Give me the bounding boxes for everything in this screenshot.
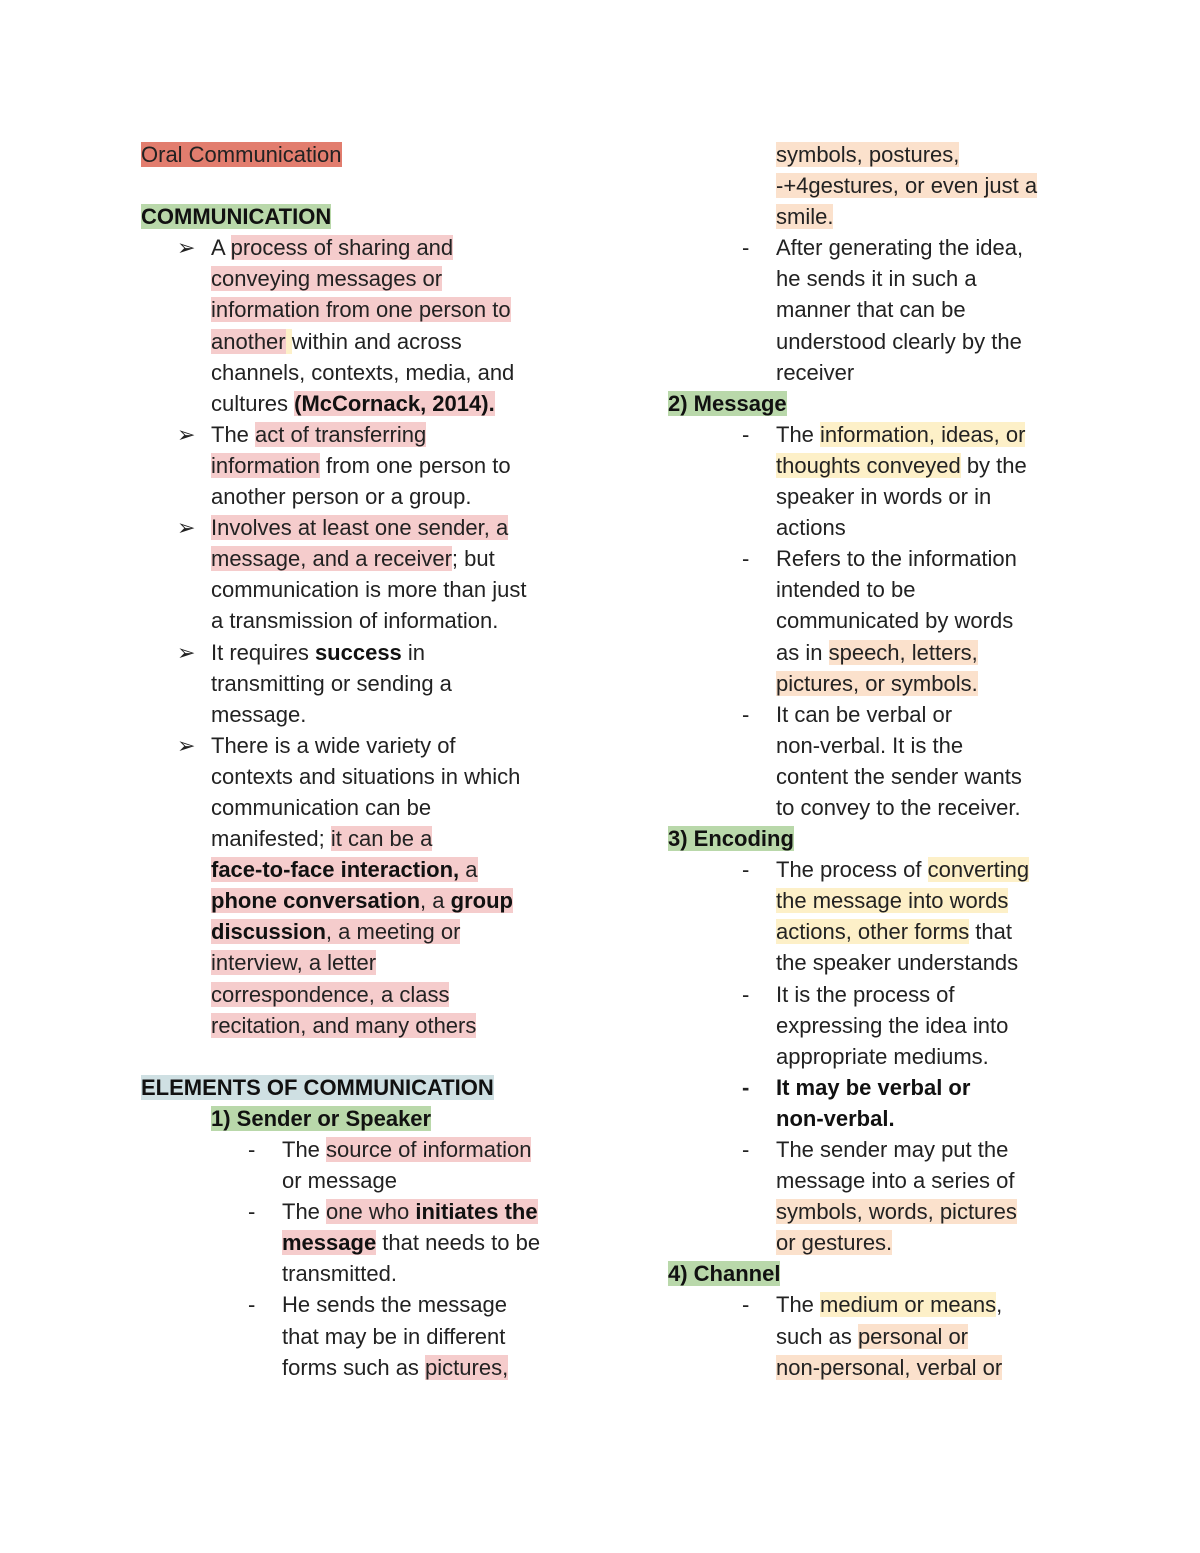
text-line: [141, 1196, 591, 1227]
text-segment: ELEMENTS OF COMMUNICATION: [141, 1074, 494, 1100]
dash-bullet: -: [742, 857, 750, 883]
text-segment: message.: [211, 701, 307, 727]
text-line: [141, 1165, 591, 1196]
text-line: [668, 1134, 1088, 1165]
text-segment: act of transferring: [255, 421, 427, 447]
dash-bullet: -: [742, 235, 750, 261]
text-segment: that needs to be: [376, 1230, 541, 1256]
text-line: [668, 885, 1088, 916]
text-line: [141, 170, 591, 201]
text-segment: medium or means: [820, 1292, 997, 1318]
arrow-bullet-icon: ➢: [177, 421, 196, 447]
text-segment: It requires: [211, 639, 315, 665]
text-line: [668, 1227, 1088, 1258]
text-segment: It is the process of: [776, 981, 955, 1007]
text-segment: speaker in words or in: [776, 484, 992, 510]
text-segment: transmitting or sending a: [211, 670, 452, 696]
text-line: [668, 419, 1088, 450]
text-line: [668, 979, 1088, 1010]
dash-bullet: -: [742, 1137, 750, 1162]
text-line: [141, 979, 591, 1010]
text-segment: 2) Message: [668, 390, 787, 416]
text-line: [141, 1134, 591, 1165]
text-line: [668, 543, 1088, 574]
text-line: [668, 1041, 1088, 1072]
right-column: [668, 139, 1088, 1383]
text-line: [668, 1196, 1088, 1227]
text-segment: non-personal, verbal or: [776, 1354, 1003, 1380]
text-line: [668, 947, 1088, 978]
text-segment: The: [776, 421, 821, 447]
text-line: [141, 1321, 591, 1352]
text-line: [141, 326, 591, 357]
text-line: [141, 1289, 591, 1320]
text-segment: He sends the message: [282, 1292, 508, 1318]
text-segment: message, and a receiver: [211, 546, 452, 572]
dash-bullet: -: [248, 1199, 256, 1225]
text-segment: , a: [420, 888, 451, 914]
text-segment: phone conversation: [211, 888, 421, 914]
text-line: [668, 1165, 1088, 1196]
text-segment: It can be verbal or: [776, 701, 953, 727]
text-segment: pictures,: [425, 1354, 509, 1380]
text-segment: actions, other forms: [776, 919, 970, 945]
text-segment: communication is more than just: [211, 577, 527, 603]
text-line: [668, 450, 1088, 481]
text-segment: contexts and situations in which: [211, 763, 521, 789]
text-line: [141, 761, 591, 792]
arrow-bullet-icon: ➢: [177, 235, 196, 261]
text-line: [668, 481, 1088, 512]
text-line: [668, 823, 1088, 854]
text-segment: COMMUNICATION: [141, 204, 332, 230]
text-line: [668, 139, 1088, 170]
text-line: [141, 823, 591, 854]
text-line: [668, 1010, 1088, 1041]
text-segment: process of sharing and: [230, 235, 454, 261]
text-segment: forms such as: [282, 1354, 426, 1380]
text-segment: 4) Channel: [668, 1261, 781, 1287]
text-segment: manifested;: [211, 826, 331, 852]
text-segment: or message: [282, 1168, 397, 1194]
text-line: [668, 201, 1088, 232]
text-segment: group: [450, 888, 513, 914]
text-segment: ; but: [451, 546, 495, 572]
text-segment: the speaker understands: [776, 950, 1019, 976]
text-segment: receiver: [776, 359, 855, 385]
text-line: [668, 1321, 1088, 1352]
text-segment: A: [211, 235, 231, 261]
text-segment: The: [211, 421, 256, 447]
text-segment: The: [776, 1292, 821, 1318]
text-segment: 3) Encoding: [668, 826, 794, 852]
text-line: [141, 854, 591, 885]
text-segment: it can be a: [330, 826, 433, 852]
arrow-bullet-icon: ➢: [177, 515, 196, 541]
text-segment: (McCornack, 2014).: [294, 390, 495, 416]
text-segment: expressing the idea into: [776, 1012, 1009, 1038]
text-line: [141, 419, 591, 450]
text-line: [668, 1352, 1088, 1383]
text-segment: actions: [776, 515, 846, 541]
text-line: [141, 1041, 591, 1072]
text-segment: It may be verbal or: [776, 1074, 971, 1100]
text-line: [668, 170, 1088, 201]
text-line: [141, 263, 591, 294]
text-line: [141, 201, 591, 232]
dash-bullet: -: [742, 981, 750, 1007]
text-segment: the message into words: [776, 888, 1009, 914]
text-segment: personal or: [857, 1323, 969, 1349]
left-column: [141, 139, 591, 1383]
dash-bullet: -: [742, 546, 750, 572]
text-segment: understood clearly by the: [776, 328, 1022, 354]
dash-bullet: -: [742, 1292, 750, 1318]
text-segment: symbols, postures,: [776, 142, 960, 167]
text-line: [668, 1072, 1088, 1103]
text-segment: in: [401, 639, 426, 665]
text-segment: speech, letters,: [828, 639, 978, 665]
text-line: [668, 357, 1088, 388]
dash-bullet: -: [742, 701, 750, 727]
text-segment: one who: [326, 1199, 416, 1225]
text-segment: communication can be: [211, 794, 432, 820]
text-line: [668, 388, 1088, 419]
text-segment: message into a series of: [776, 1168, 1015, 1194]
text-segment: transmitted.: [282, 1261, 397, 1287]
text-line: [141, 512, 591, 543]
text-line: [668, 916, 1088, 947]
text-line: [141, 1072, 591, 1103]
text-segment: recitation, and many others: [211, 1012, 477, 1038]
text-segment: as in: [776, 639, 829, 665]
text-segment: or gestures.: [776, 1230, 893, 1256]
text-segment: information, ideas, or: [820, 421, 1026, 447]
text-line: [141, 1258, 591, 1289]
text-segment: within and across: [291, 328, 462, 354]
text-segment: intended to be: [776, 577, 916, 603]
text-line: [141, 1010, 591, 1041]
text-line: [141, 388, 591, 419]
text-line: [141, 792, 591, 823]
text-segment: thoughts conveyed: [776, 452, 961, 478]
text-segment: conveying messages or: [211, 266, 443, 292]
text-line: [668, 294, 1088, 325]
text-segment: a transmission of information.: [211, 608, 499, 634]
text-line: [668, 574, 1088, 605]
text-line: [141, 357, 591, 388]
text-line: [668, 605, 1088, 636]
text-line: [141, 699, 591, 730]
text-segment: ,: [996, 1292, 1003, 1318]
text-segment: Oral Communication: [141, 142, 342, 167]
text-segment: The process of: [776, 857, 928, 883]
text-segment: smile.: [776, 204, 834, 230]
text-segment: information: [211, 452, 320, 478]
text-segment: another person or a group.: [211, 484, 472, 510]
text-line: [668, 792, 1088, 823]
text-line: [668, 761, 1088, 792]
text-segment: After generating the idea,: [776, 235, 1024, 261]
text-line: [141, 574, 591, 605]
text-segment: non-verbal.: [776, 1105, 895, 1131]
text-segment: appropriate mediums.: [776, 1043, 989, 1069]
text-segment: , a meeting or: [325, 919, 461, 945]
text-line: [141, 947, 591, 978]
text-segment: -+4gestures, or even just a: [776, 173, 1038, 199]
text-segment: such as: [776, 1323, 858, 1349]
dash-bullet: -: [742, 1074, 750, 1100]
text-line: [668, 730, 1088, 761]
text-line: [668, 668, 1088, 699]
dash-bullet: -: [742, 421, 750, 447]
arrow-bullet-icon: ➢: [177, 732, 196, 758]
text-line: [141, 1103, 591, 1134]
text-segment: that: [969, 919, 1012, 945]
text-segment: manner that can be: [776, 297, 966, 323]
text-segment: The: [282, 1199, 327, 1225]
text-line: [668, 1258, 1088, 1289]
text-segment: to convey to the receiver.: [776, 794, 1021, 820]
dash-bullet: -: [248, 1292, 256, 1318]
text-line: [668, 512, 1088, 543]
text-segment: communicated by words: [776, 608, 1014, 634]
text-segment: that may be in different: [282, 1323, 506, 1349]
text-segment: 1) Sender or Speaker: [211, 1105, 432, 1131]
text-line: [141, 916, 591, 947]
text-segment: initiates the: [415, 1199, 538, 1225]
text-line: [141, 637, 591, 668]
text-segment: cultures: [211, 390, 295, 416]
text-segment: Refers to the information: [776, 546, 1017, 572]
text-segment: success: [314, 639, 402, 665]
dash-bullet: -: [248, 1137, 256, 1162]
text-segment: The: [282, 1137, 327, 1162]
text-line: [668, 232, 1088, 263]
text-line: [141, 450, 591, 481]
text-segment: content the sender wants: [776, 763, 1022, 789]
text-line: [141, 668, 591, 699]
text-segment: channels, contexts, media, and: [211, 359, 515, 385]
text-segment: message: [282, 1230, 377, 1256]
text-segment: pictures, or symbols.: [776, 670, 978, 696]
text-segment: by the: [960, 452, 1027, 478]
text-segment: converting: [927, 857, 1030, 883]
text-line: [141, 605, 591, 636]
text-segment: symbols, words, pictures: [776, 1199, 1017, 1225]
text-segment: he sends it in such a: [776, 266, 977, 292]
text-line: [668, 263, 1088, 294]
text-line: [141, 1227, 591, 1258]
text-segment: another: [211, 328, 286, 354]
text-segment: information from one person to: [211, 297, 511, 323]
text-line: [668, 854, 1088, 885]
text-line: [668, 699, 1088, 730]
text-segment: Involves at least one sender, a: [211, 515, 509, 541]
text-line: [141, 139, 591, 170]
text-segment: correspondence, a class: [211, 981, 450, 1007]
text-line: [141, 294, 591, 325]
text-segment: non-verbal. It is the: [776, 732, 964, 758]
text-segment: The sender may put the: [776, 1137, 1009, 1162]
text-segment: from one person to: [319, 452, 511, 478]
text-line: [141, 232, 591, 263]
text-line: [141, 730, 591, 761]
arrow-bullet-icon: ➢: [177, 639, 196, 665]
text-line: [668, 1103, 1088, 1134]
text-line: [141, 543, 591, 574]
text-segment: a: [459, 857, 478, 883]
text-line: [668, 326, 1088, 357]
text-segment: source of information: [326, 1137, 532, 1162]
text-line: [141, 481, 591, 512]
text-segment: discussion: [211, 919, 326, 945]
text-segment: interview, a letter: [211, 950, 377, 976]
text-segment: face-to-face interaction,: [211, 857, 460, 883]
text-line: [141, 885, 591, 916]
text-segment: There is a wide variety of: [211, 732, 456, 758]
text-line: [668, 1289, 1088, 1320]
text-line: [668, 637, 1088, 668]
text-line: [141, 1352, 591, 1383]
